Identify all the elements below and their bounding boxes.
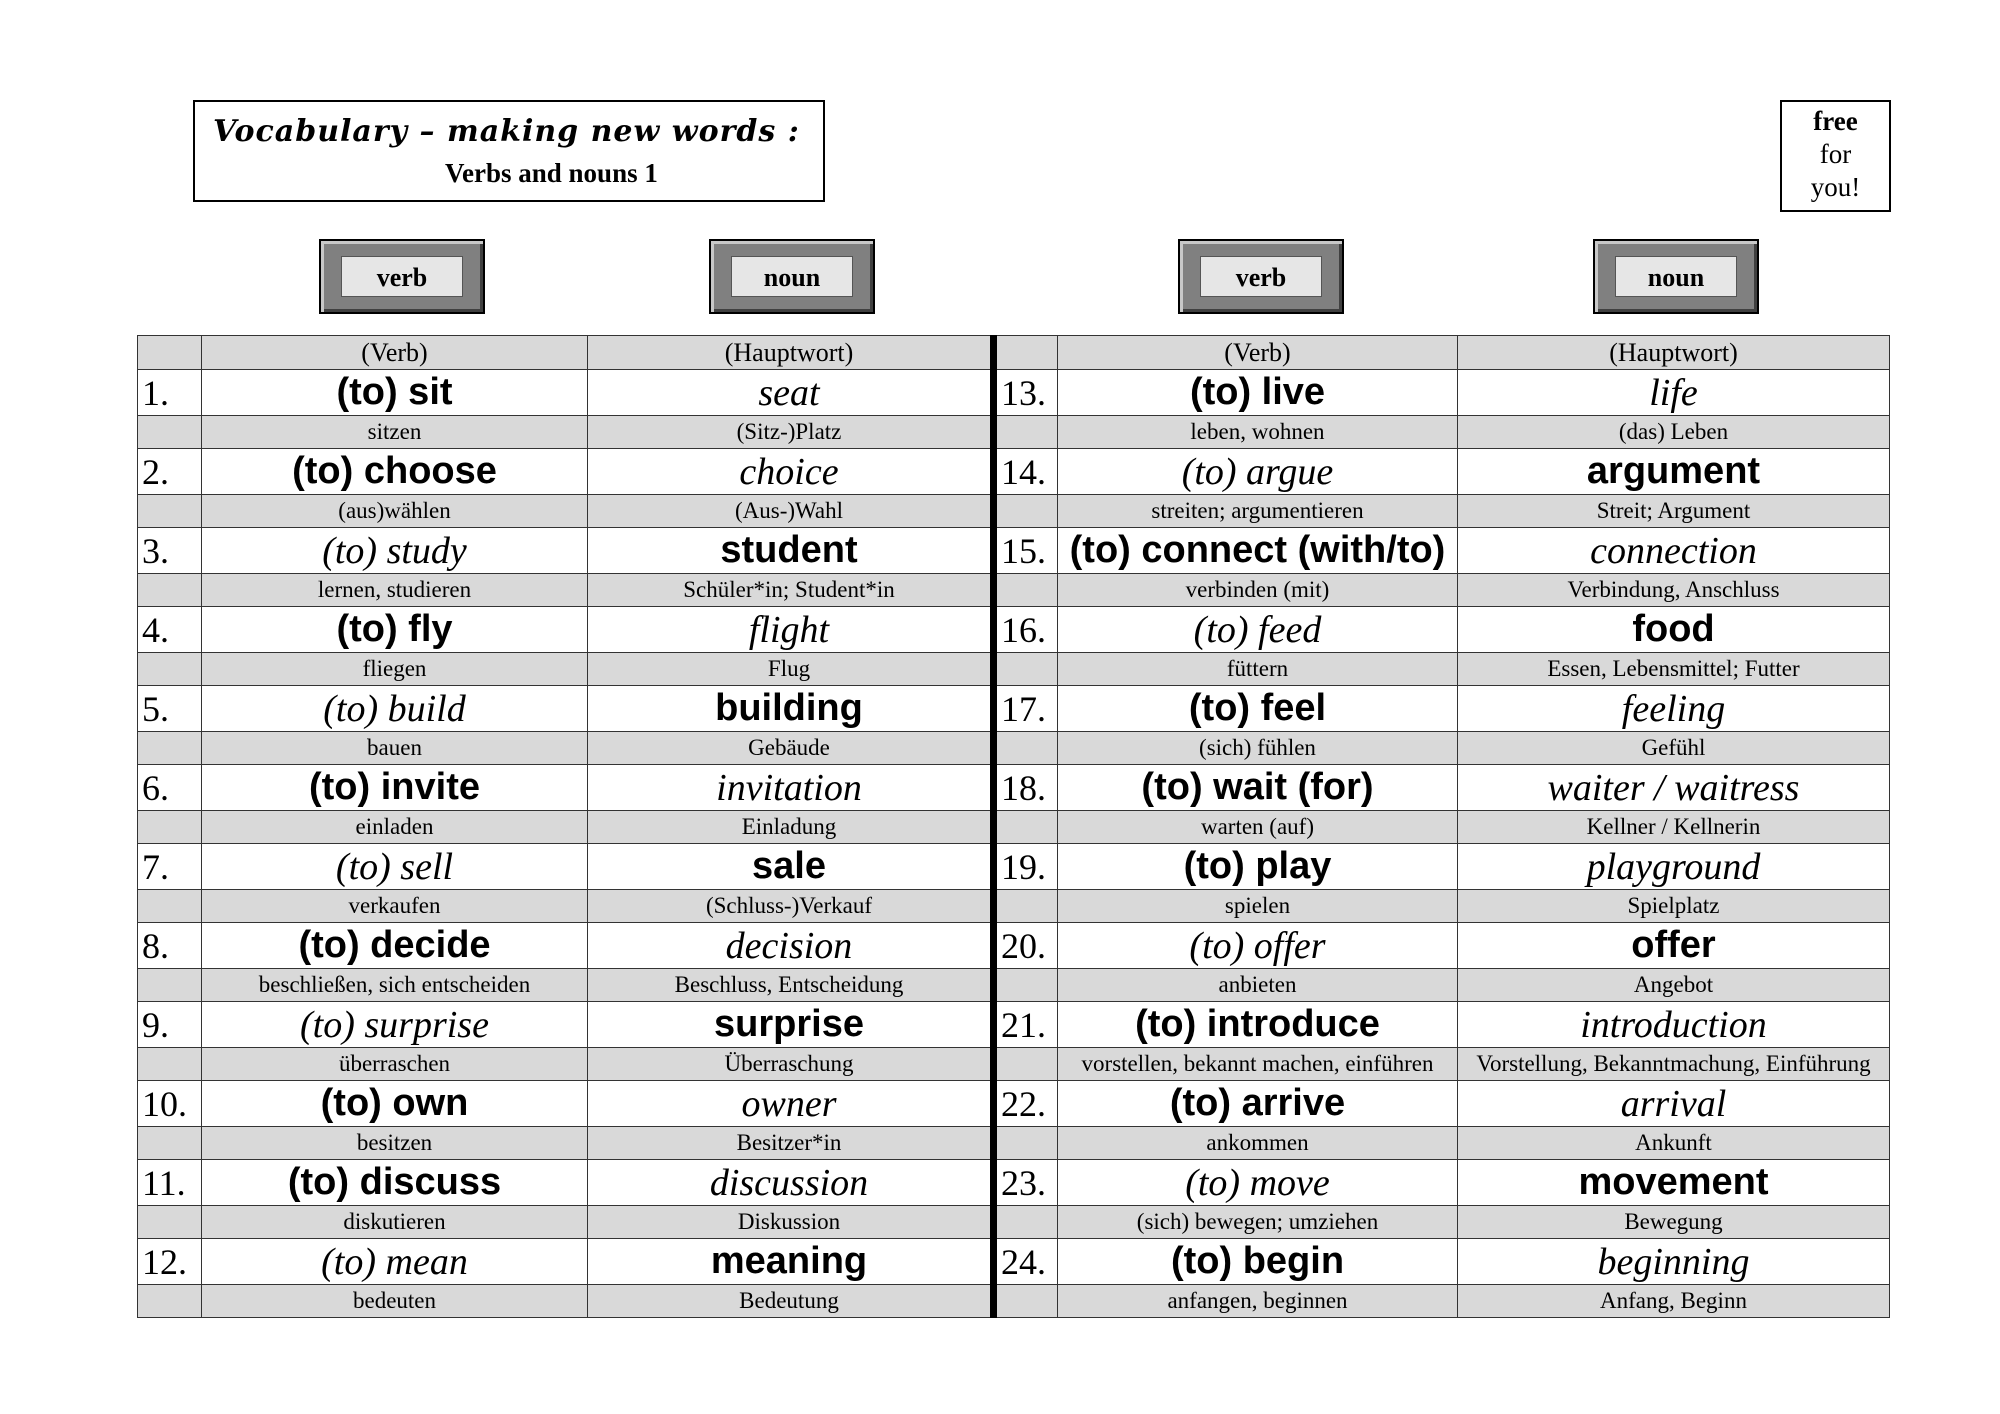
verb-german: einladen xyxy=(202,811,588,844)
noun-english: feeling xyxy=(1458,686,1890,732)
column-header-number-left xyxy=(138,336,202,370)
translation-spacer xyxy=(994,969,1058,1002)
verb-english: (to) feed xyxy=(1058,607,1458,653)
noun-german: Ankunft xyxy=(1458,1127,1890,1160)
verb-german: fliegen xyxy=(202,653,588,686)
noun-german: Essen, Lebensmittel; Futter xyxy=(1458,653,1890,686)
noun-english: playground xyxy=(1458,844,1890,890)
translation-spacer xyxy=(138,890,202,923)
noun-english: food xyxy=(1458,607,1890,653)
free-badge-line2: for xyxy=(1819,139,1852,169)
entry-number: 13. xyxy=(994,370,1058,416)
entry-number: 4. xyxy=(138,607,202,653)
verb-english: (to) build xyxy=(202,686,588,732)
verb-german: bedeuten xyxy=(202,1285,588,1318)
entry-number: 23. xyxy=(994,1160,1058,1206)
translation-row xyxy=(138,969,1890,1002)
verb-english: (to) offer xyxy=(1058,923,1458,969)
translation-spacer xyxy=(138,1127,202,1160)
verb-english: (to) wait (for) xyxy=(1058,765,1458,811)
vocab-entry-row xyxy=(138,686,1890,732)
page-title: Vocabulary – making new words : xyxy=(213,114,800,149)
translation-spacer xyxy=(994,495,1058,528)
entry-number: 24. xyxy=(994,1239,1058,1285)
noun-english: life xyxy=(1458,370,1890,416)
vocab-entry-row xyxy=(138,1239,1890,1285)
noun-header-label-left: noun xyxy=(731,256,853,297)
translation-row xyxy=(138,416,1890,449)
verb-english: (to) move xyxy=(1058,1160,1458,1206)
noun-german: Vorstellung, Bekanntmachung, Einführung xyxy=(1458,1048,1890,1081)
noun-english: beginning xyxy=(1458,1239,1890,1285)
verb-german: verbinden (mit) xyxy=(1058,574,1458,607)
verb-german: beschließen, sich entscheiden xyxy=(202,969,588,1002)
translation-row xyxy=(138,1285,1890,1318)
noun-english: offer xyxy=(1458,923,1890,969)
translation-row xyxy=(138,732,1890,765)
translation-row xyxy=(138,811,1890,844)
translation-spacer xyxy=(138,1048,202,1081)
verb-english: (to) play xyxy=(1058,844,1458,890)
vocab-entry-row xyxy=(138,1081,1890,1127)
translation-spacer xyxy=(138,495,202,528)
translation-row xyxy=(138,653,1890,686)
verb-english: (to) sit xyxy=(202,370,588,416)
verb-english: (to) introduce xyxy=(1058,1002,1458,1048)
entry-number: 3. xyxy=(138,528,202,574)
noun-english: sale xyxy=(588,844,994,890)
entry-number: 1. xyxy=(138,370,202,416)
noun-german: Angebot xyxy=(1458,969,1890,1002)
translation-spacer xyxy=(994,1285,1058,1318)
noun-german: (Sitz-)Platz xyxy=(588,416,994,449)
noun-german: Beschluss, Entscheidung xyxy=(588,969,994,1002)
verb-english: (to) argue xyxy=(1058,449,1458,495)
noun-german: Streit; Argument xyxy=(1458,495,1890,528)
noun-german: (Schluss-)Verkauf xyxy=(588,890,994,923)
verb-german: besitzen xyxy=(202,1127,588,1160)
noun-german: (Aus-)Wahl xyxy=(588,495,994,528)
vocab-entry-row xyxy=(138,607,1890,653)
noun-english: choice xyxy=(588,449,994,495)
verb-english: (to) study xyxy=(202,528,588,574)
verb-german: verkaufen xyxy=(202,890,588,923)
entry-number: 16. xyxy=(994,607,1058,653)
column-header-number-right xyxy=(994,336,1058,370)
translation-spacer xyxy=(994,811,1058,844)
entry-number: 6. xyxy=(138,765,202,811)
vocab-entry-row xyxy=(138,1002,1890,1048)
translation-spacer xyxy=(138,416,202,449)
column-header-row xyxy=(138,336,1890,370)
noun-german: (das) Leben xyxy=(1458,416,1890,449)
translation-spacer xyxy=(994,890,1058,923)
noun-english: waiter / waitress xyxy=(1458,765,1890,811)
noun-header-button-left xyxy=(709,239,875,314)
translation-spacer xyxy=(138,811,202,844)
title-box xyxy=(193,100,825,202)
noun-header-button-right xyxy=(1593,239,1759,314)
entry-number: 2. xyxy=(138,449,202,495)
vocab-entry-row xyxy=(138,370,1890,416)
verb-english: (to) own xyxy=(202,1081,588,1127)
verb-english: (to) decide xyxy=(202,923,588,969)
verb-german: spielen xyxy=(1058,890,1458,923)
noun-english: connection xyxy=(1458,528,1890,574)
verb-german: anbieten xyxy=(1058,969,1458,1002)
noun-german: Schüler*in; Student*in xyxy=(588,574,994,607)
translation-spacer xyxy=(994,1206,1058,1239)
translation-spacer xyxy=(994,574,1058,607)
noun-german: Verbindung, Anschluss xyxy=(1458,574,1890,607)
verb-english: (to) arrive xyxy=(1058,1081,1458,1127)
noun-english: discussion xyxy=(588,1160,994,1206)
noun-german: Gebäude xyxy=(588,732,994,765)
verb-english: (to) fly xyxy=(202,607,588,653)
verb-english: (to) discuss xyxy=(202,1160,588,1206)
translation-spacer xyxy=(994,1127,1058,1160)
vocab-entry-row xyxy=(138,528,1890,574)
entry-number: 5. xyxy=(138,686,202,732)
verb-german: vorstellen, bekannt machen, einführen xyxy=(1058,1048,1458,1081)
verb-german: füttern xyxy=(1058,653,1458,686)
entry-number: 8. xyxy=(138,923,202,969)
column-header-verb-left: (Verb) xyxy=(202,336,588,370)
noun-german: Einladung xyxy=(588,811,994,844)
noun-english: decision xyxy=(588,923,994,969)
translation-spacer xyxy=(138,574,202,607)
verb-german: lernen, studieren xyxy=(202,574,588,607)
verb-header-label-right: verb xyxy=(1200,256,1322,297)
verb-english: (to) connect (with/to) xyxy=(1058,528,1458,574)
page-subtitle: Verbs and nouns 1 xyxy=(445,158,658,188)
noun-header-label-right: noun xyxy=(1615,256,1737,297)
column-header-noun-right: (Hauptwort) xyxy=(1458,336,1890,370)
translation-spacer xyxy=(994,416,1058,449)
verb-english: (to) invite xyxy=(202,765,588,811)
verb-german: leben, wohnen xyxy=(1058,416,1458,449)
translation-spacer xyxy=(138,969,202,1002)
free-badge-line3: you! xyxy=(1810,172,1861,202)
noun-german: Diskussion xyxy=(588,1206,994,1239)
noun-english: movement xyxy=(1458,1160,1890,1206)
entry-number: 18. xyxy=(994,765,1058,811)
verb-german: diskutieren xyxy=(202,1206,588,1239)
translation-spacer xyxy=(994,732,1058,765)
translation-spacer xyxy=(138,1285,202,1318)
verb-german: ankommen xyxy=(1058,1127,1458,1160)
entry-number: 7. xyxy=(138,844,202,890)
translation-row xyxy=(138,574,1890,607)
entry-number: 10. xyxy=(138,1081,202,1127)
noun-english: arrival xyxy=(1458,1081,1890,1127)
verb-english: (to) live xyxy=(1058,370,1458,416)
translation-row xyxy=(138,890,1890,923)
noun-english: student xyxy=(588,528,994,574)
entry-number: 9. xyxy=(138,1002,202,1048)
noun-english: invitation xyxy=(588,765,994,811)
translation-spacer xyxy=(138,1206,202,1239)
translation-row xyxy=(138,1127,1890,1160)
noun-english: meaning xyxy=(588,1239,994,1285)
verb-german: warten (auf) xyxy=(1058,811,1458,844)
vocab-entry-row xyxy=(138,765,1890,811)
noun-german: Gefühl xyxy=(1458,732,1890,765)
verb-german: überraschen xyxy=(202,1048,588,1081)
translation-spacer xyxy=(994,653,1058,686)
verb-german: (sich) fühlen xyxy=(1058,732,1458,765)
entry-number: 21. xyxy=(994,1002,1058,1048)
verb-header-button-left xyxy=(319,239,485,314)
verb-english: (to) choose xyxy=(202,449,588,495)
noun-english: introduction xyxy=(1458,1002,1890,1048)
vocab-entry-row xyxy=(138,449,1890,495)
translation-spacer xyxy=(994,1048,1058,1081)
verb-english: (to) feel xyxy=(1058,686,1458,732)
vocab-entry-row xyxy=(138,923,1890,969)
verb-english: (to) surprise xyxy=(202,1002,588,1048)
free-badge xyxy=(1780,100,1891,212)
noun-german: Besitzer*in xyxy=(588,1127,994,1160)
verb-english: (to) sell xyxy=(202,844,588,890)
verb-english: (to) begin xyxy=(1058,1239,1458,1285)
noun-english: owner xyxy=(588,1081,994,1127)
noun-english: argument xyxy=(1458,449,1890,495)
noun-german: Überraschung xyxy=(588,1048,994,1081)
entry-number: 19. xyxy=(994,844,1058,890)
verb-german: streiten; argumentieren xyxy=(1058,495,1458,528)
translation-spacer xyxy=(138,732,202,765)
entry-number: 17. xyxy=(994,686,1058,732)
column-header-noun-left: (Hauptwort) xyxy=(588,336,994,370)
entry-number: 15. xyxy=(994,528,1058,574)
verb-header-button-right xyxy=(1178,239,1344,314)
noun-german: Spielplatz xyxy=(1458,890,1890,923)
vocabulary-table xyxy=(137,335,1890,1318)
noun-german: Flug xyxy=(588,653,994,686)
free-badge-line1: free xyxy=(1813,106,1858,136)
verb-german: bauen xyxy=(202,732,588,765)
verb-german: sitzen xyxy=(202,416,588,449)
entry-number: 14. xyxy=(994,449,1058,495)
entry-number: 22. xyxy=(994,1081,1058,1127)
verb-header-label-left: verb xyxy=(341,256,463,297)
noun-german: Bedeutung xyxy=(588,1285,994,1318)
noun-english: building xyxy=(588,686,994,732)
noun-english: flight xyxy=(588,607,994,653)
entry-number: 11. xyxy=(138,1160,202,1206)
noun-english: surprise xyxy=(588,1002,994,1048)
verb-english: (to) mean xyxy=(202,1239,588,1285)
verb-german: (sich) bewegen; umziehen xyxy=(1058,1206,1458,1239)
translation-row xyxy=(138,495,1890,528)
noun-german: Bewegung xyxy=(1458,1206,1890,1239)
verb-german: anfangen, beginnen xyxy=(1058,1285,1458,1318)
entry-number: 20. xyxy=(994,923,1058,969)
translation-row xyxy=(138,1206,1890,1239)
noun-german: Kellner / Kellnerin xyxy=(1458,811,1890,844)
vocab-entry-row xyxy=(138,844,1890,890)
vocab-entry-row xyxy=(138,1160,1890,1206)
translation-spacer xyxy=(138,653,202,686)
noun-german: Anfang, Beginn xyxy=(1458,1285,1890,1318)
noun-english: seat xyxy=(588,370,994,416)
translation-row xyxy=(138,1048,1890,1081)
verb-german: (aus)wählen xyxy=(202,495,588,528)
column-header-verb-right: (Verb) xyxy=(1058,336,1458,370)
entry-number: 12. xyxy=(138,1239,202,1285)
